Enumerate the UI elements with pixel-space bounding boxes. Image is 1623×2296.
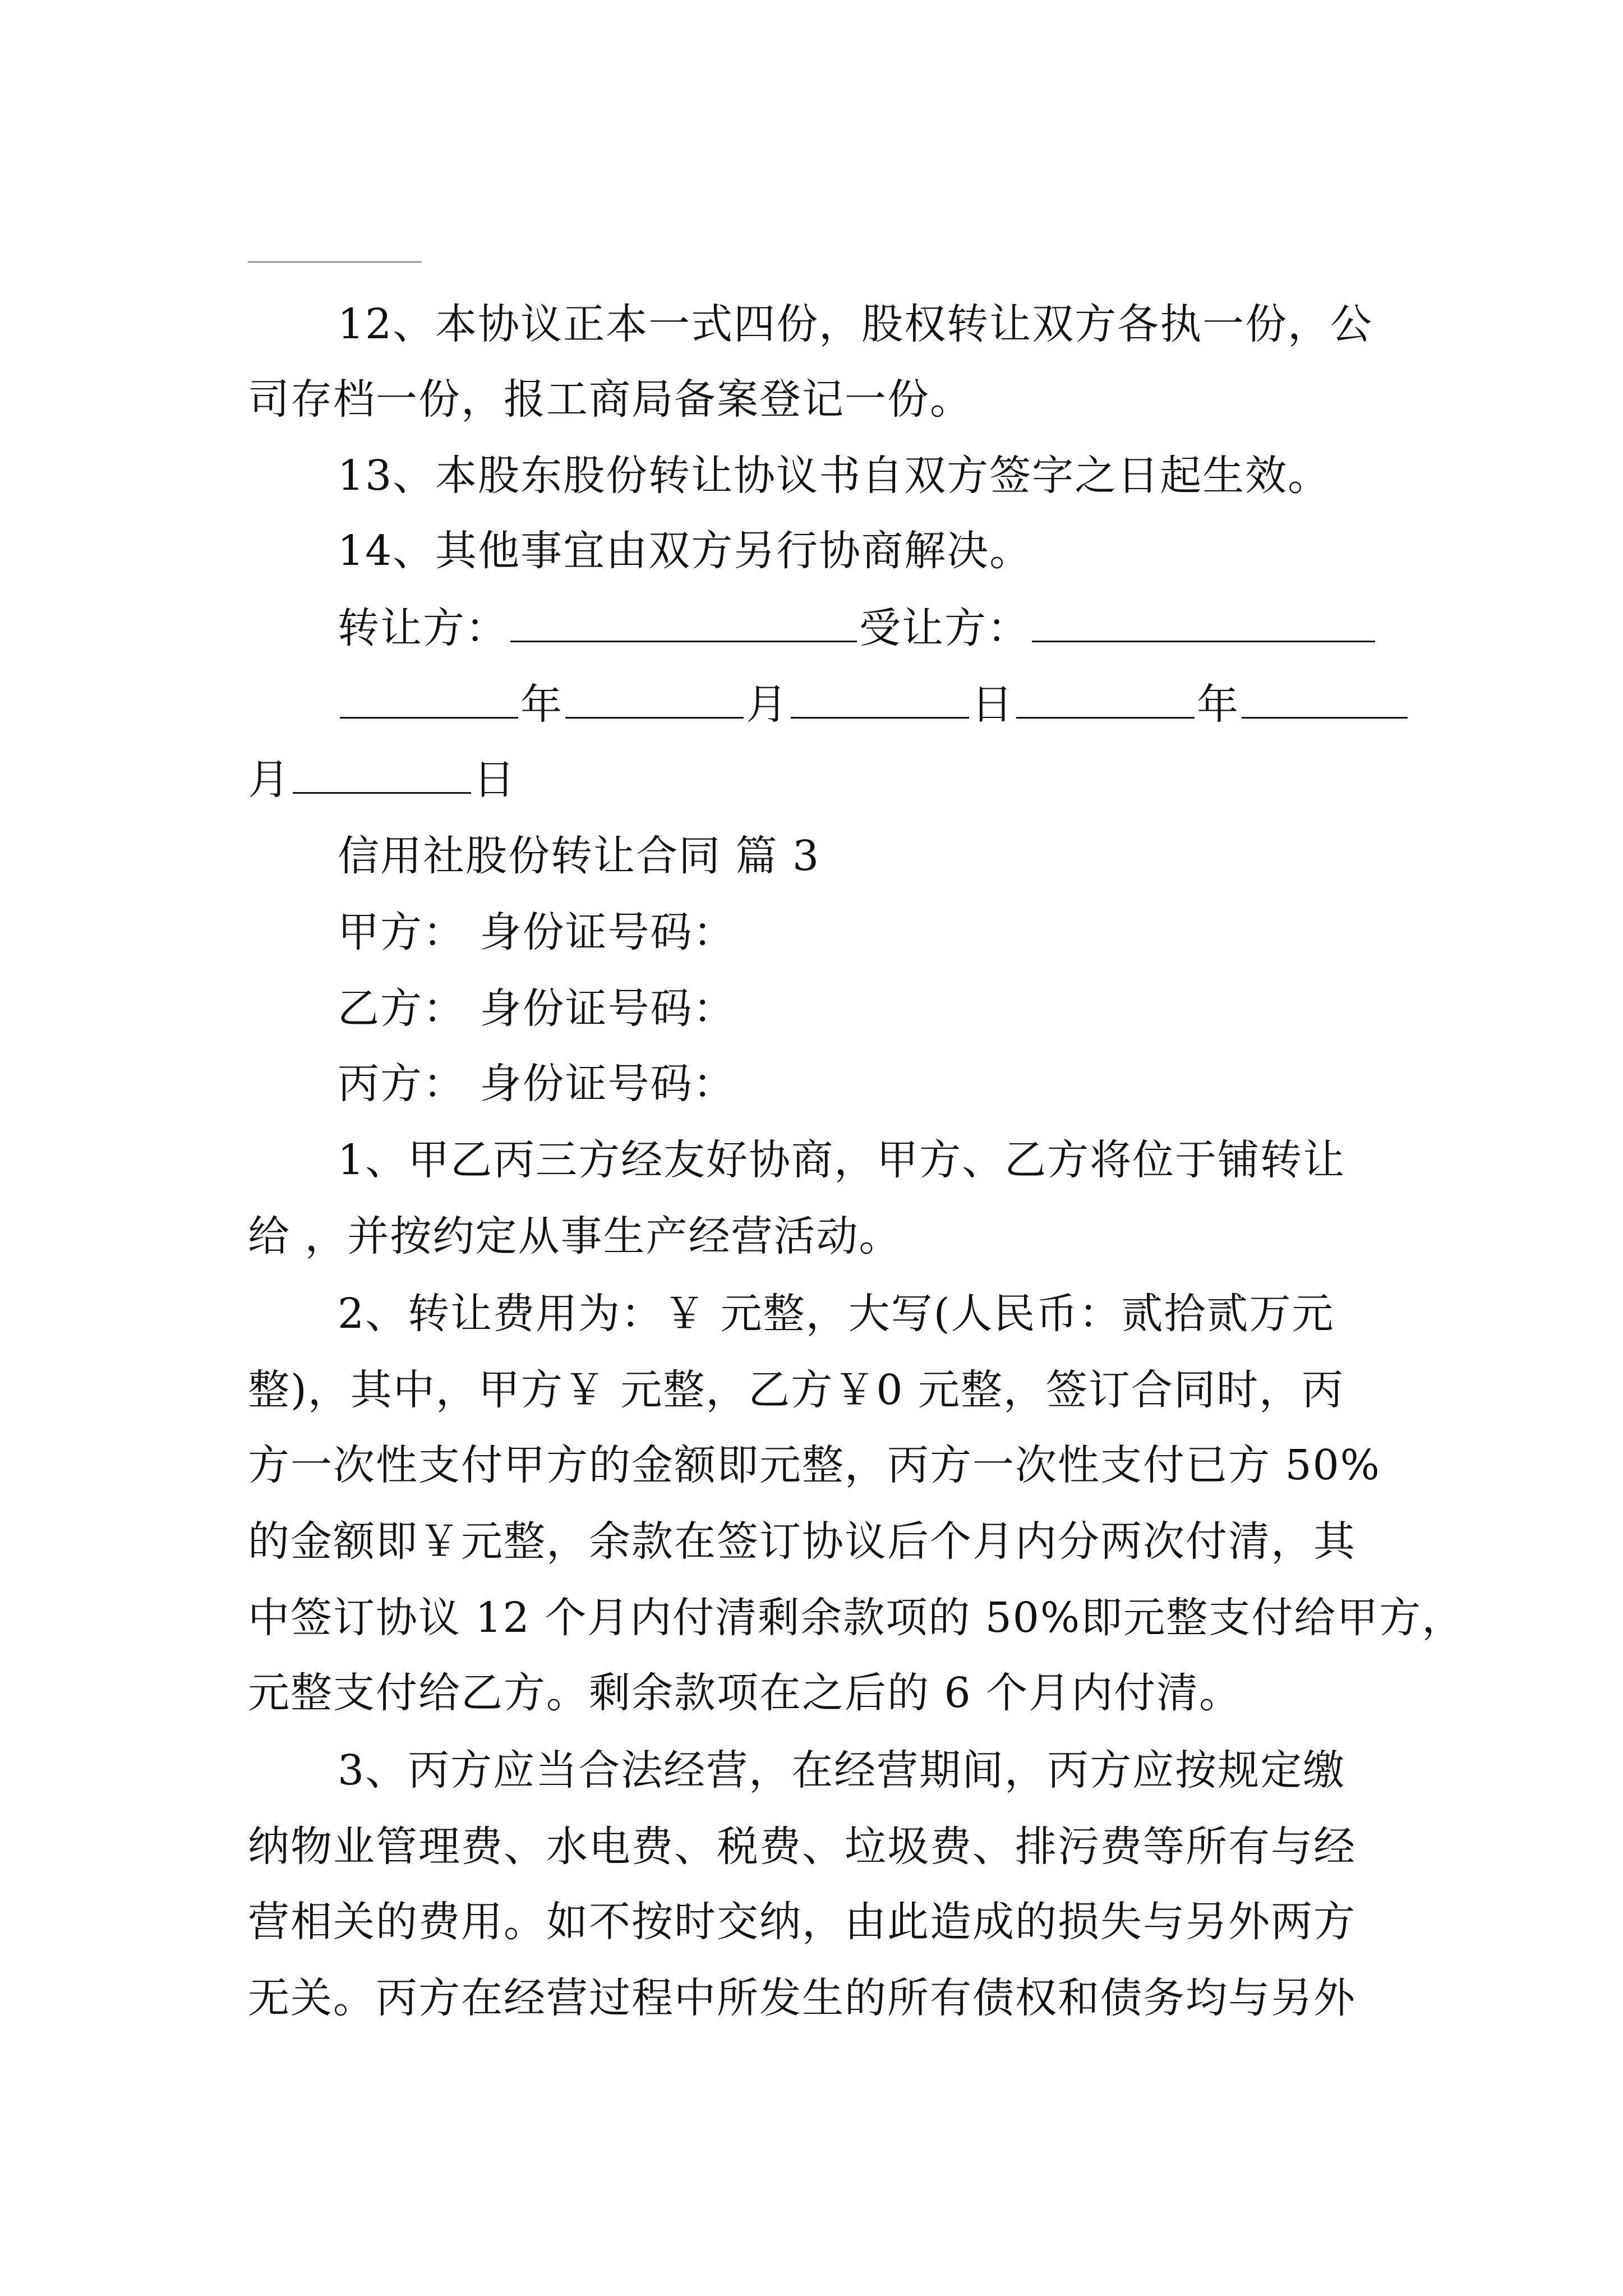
day-blank-1 [791, 682, 969, 719]
year-label-2: 年 [1197, 680, 1239, 729]
month-label-2: 月 [248, 756, 291, 804]
day-label-2: 日 [473, 756, 516, 804]
article-2-line-6: 元整支付给乙方。剩余款项在之后的 6 个月内付清。 [248, 1669, 1242, 1717]
transferor-label: 转让方： [338, 604, 508, 652]
transferee-label: 受让方： [859, 604, 1030, 652]
article-3-line-1: 3、丙方应当合法经营，在经营期间，丙方应按规定缴 [338, 1746, 1346, 1795]
transferee-blank [1032, 606, 1375, 642]
header-rule [248, 261, 422, 263]
month-blank-1 [565, 682, 744, 719]
article-2-line-5: 中签订协议 12 个月内付清剩余款项的 50%即元整支付给甲方， [248, 1594, 1465, 1642]
party-c-line: 丙方： 身份证号码： [338, 1060, 736, 1108]
clause-12-line-2: 司存档一份，报工商局备案登记一份。 [248, 375, 972, 424]
article-1-line-2: 给 ，并按约定从事生产经营活动。 [248, 1212, 902, 1260]
article-3-line-2: 纳物业管理费、水电费、税费、垃圾费、排污费等所有与经 [248, 1823, 1356, 1871]
transferor-blank [510, 606, 857, 642]
month-blank-2 [1242, 682, 1408, 719]
section-title: 信用社股份转让合同 篇 3 [338, 832, 820, 880]
month-label-1: 月 [746, 680, 789, 729]
clause-14: 14、其他事宜由双方另行协商解决。 [338, 527, 1032, 575]
year-blank-1 [340, 682, 518, 719]
day-label-1: 日 [971, 680, 1014, 729]
date-line-1 [248, 678, 1386, 731]
party-a-line: 甲方： 身份证号码： [338, 908, 736, 956]
clause-13: 13、本股东股份转让协议书自双方签字之日起生效。 [338, 452, 1331, 500]
signature-line [248, 601, 1386, 655]
article-2-line-2: 整)，其中，甲方￥ 元整，乙方￥0 元整，签订合同时，丙 [248, 1366, 1344, 1414]
article-2-line-3: 方一次性支付甲方的金额即元整，丙方一次性支付已方 50% [248, 1441, 1381, 1489]
year-label-1: 年 [520, 680, 563, 729]
article-3-line-4: 无关。丙方在经营过程中所发生的所有债权和债务均与另外 [248, 1974, 1356, 2022]
article-2-line-4: 的金额即￥元整，余款在签订协议后个月内分两次付清，其 [248, 1517, 1356, 1566]
year-blank-2 [1016, 682, 1195, 719]
article-1-line-1: 1、甲乙丙三方经友好协商，甲方、乙方将位于铺转让 [338, 1136, 1346, 1184]
article-3-line-3: 营相关的费用。如不按时交纳，由此造成的损失与另外两方 [248, 1898, 1356, 1946]
party-b-line: 乙方： 身份证号码： [338, 984, 736, 1033]
clause-12-line-1: 12、本协议正本一式四份，股权转让双方各执一份，公 [338, 300, 1373, 348]
day-blank-2 [293, 757, 471, 794]
article-2-line-1: 2、转让费用为：￥ 元整，大写(人民币：贰拾贰万元 [338, 1290, 1335, 1338]
date-line-2 [248, 753, 1386, 807]
